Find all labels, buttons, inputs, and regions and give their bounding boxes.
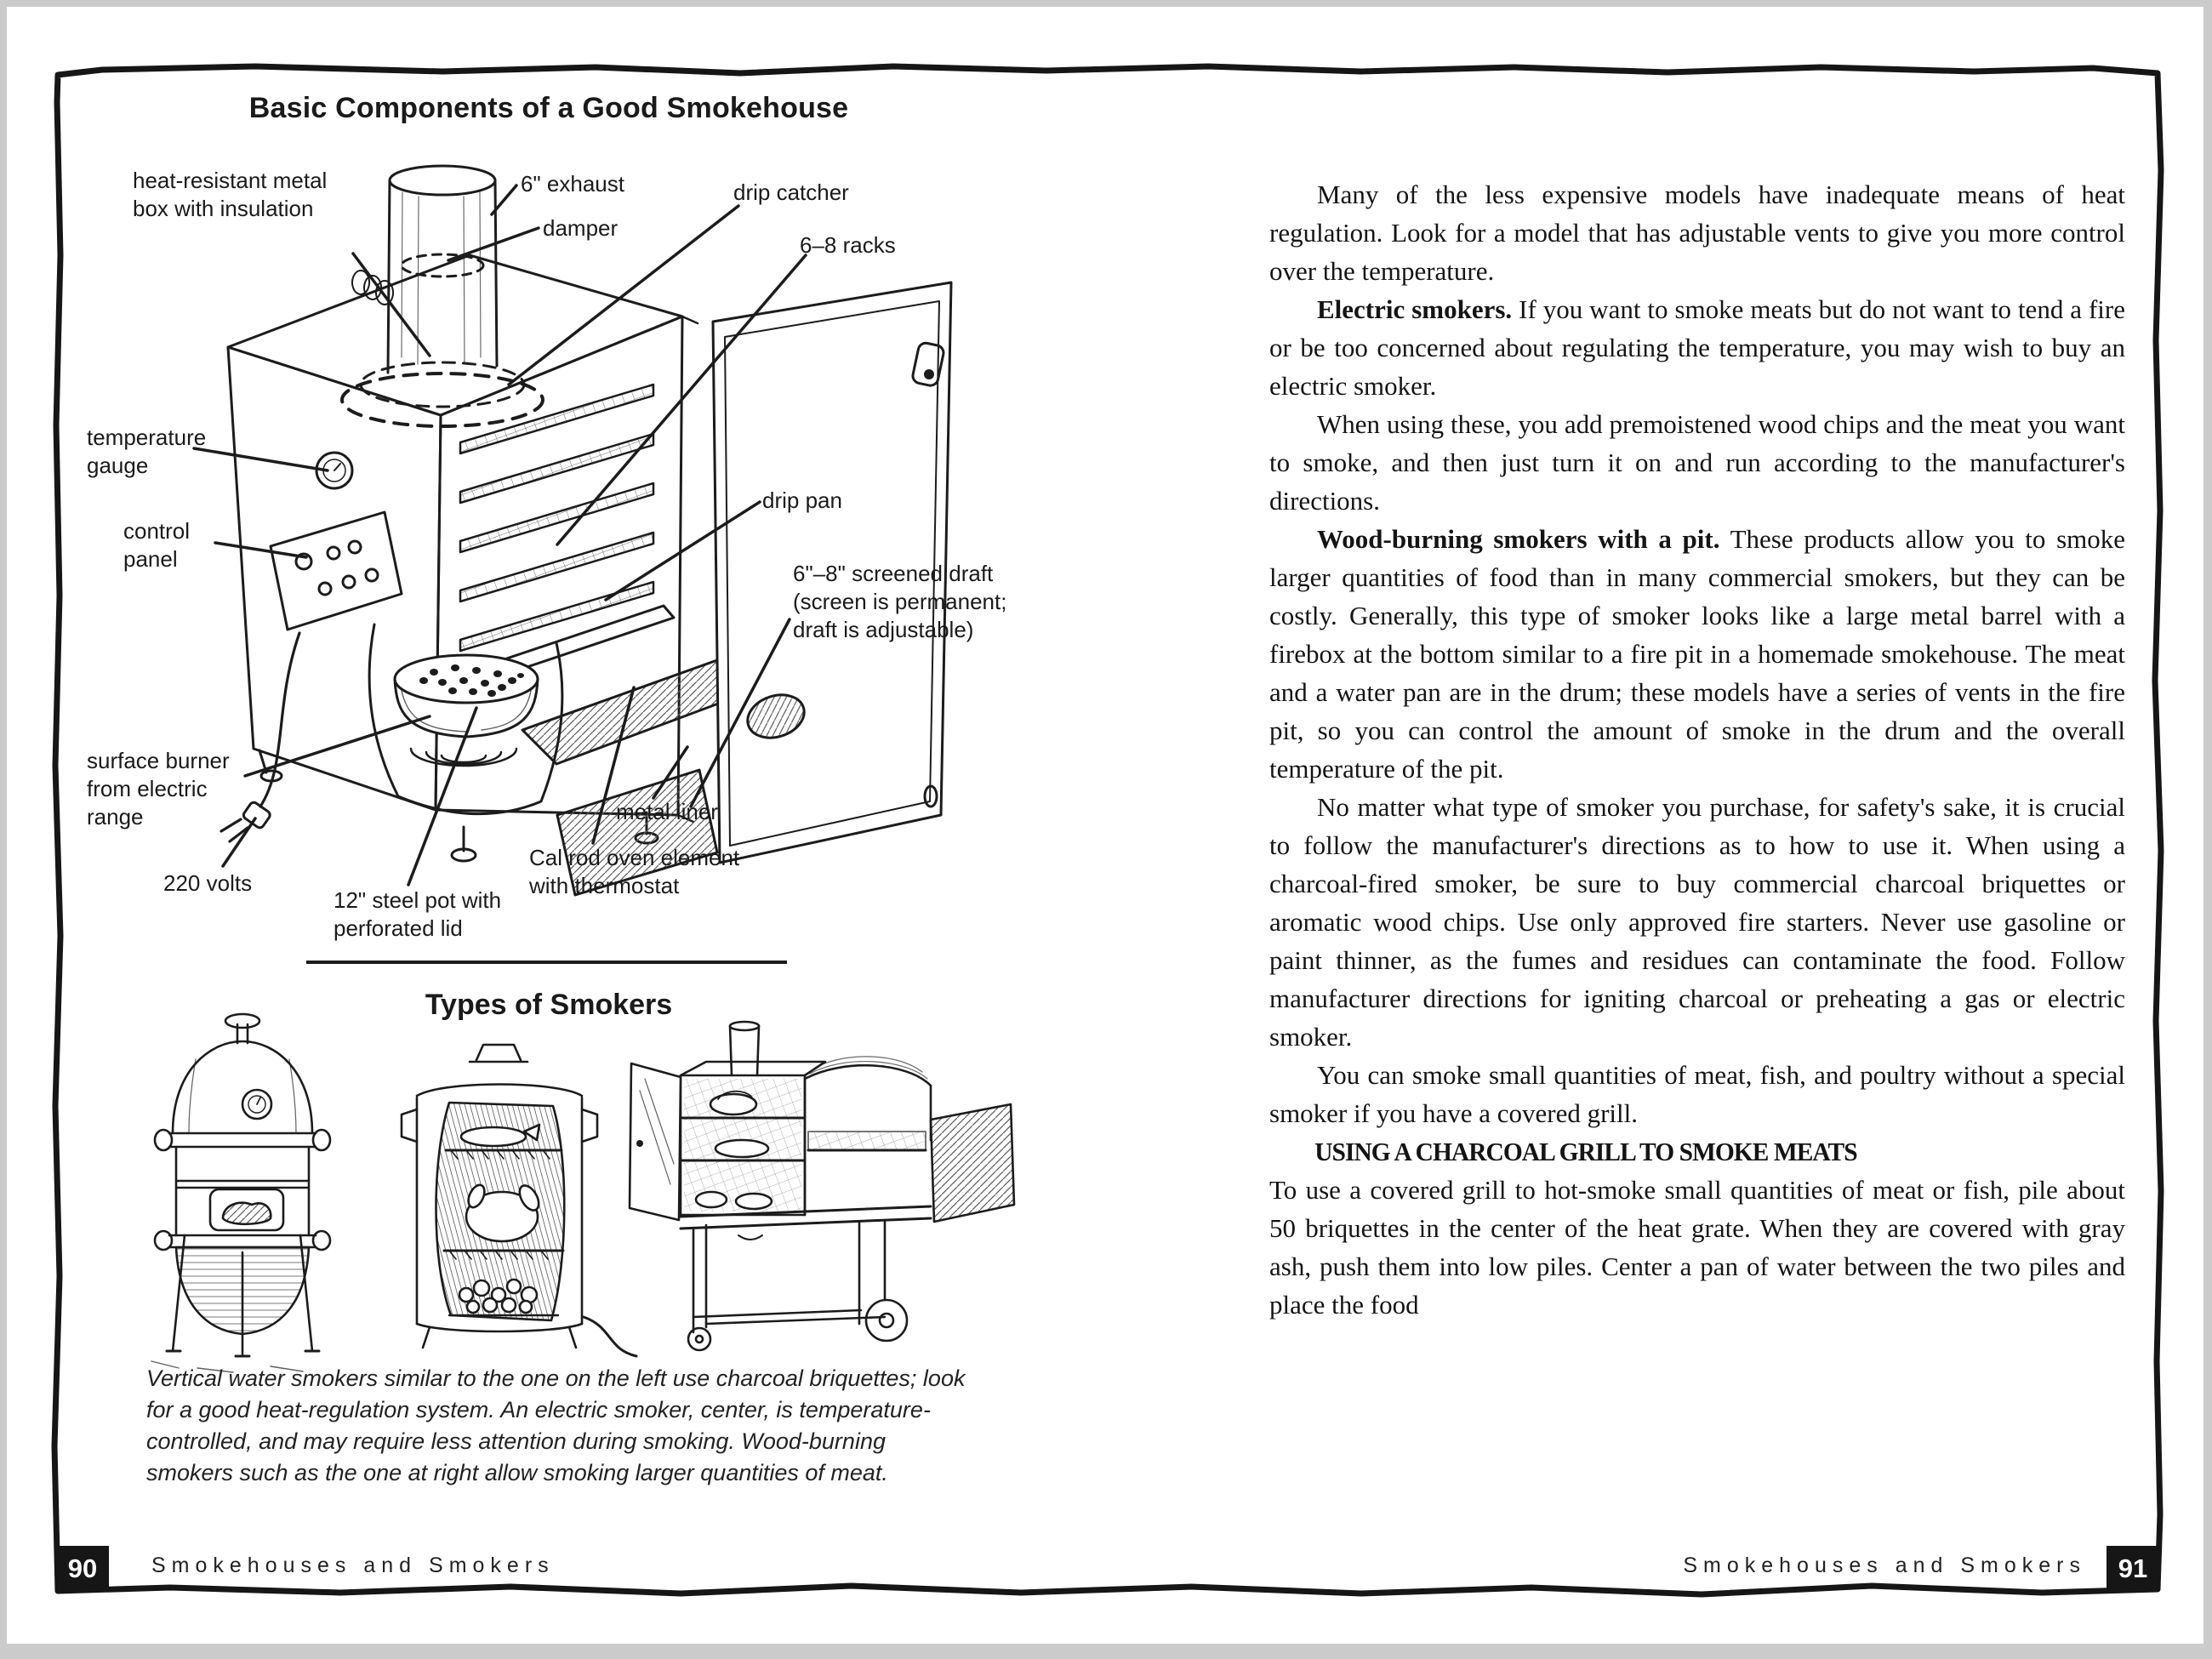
electric-smoker-illustration	[402, 1045, 636, 1356]
running-title-right: Smokehouses and Smokers	[1683, 1554, 2086, 1577]
gauge-and-panel-art	[271, 453, 402, 630]
paragraph-safety	[1269, 788, 2125, 1056]
label-cal-rod: Cal rod oven element with thermostat	[529, 845, 740, 898]
paragraph-text: You can smoke small quantities of meat, fish, and poultry without a special smoker if you have a covered grill.	[1269, 1060, 2125, 1128]
running-title-left: Smokehouses and Smokers	[151, 1554, 555, 1577]
pot-burner-art	[369, 624, 562, 814]
paragraph-text: No matter what type of smoker you purchase, for safety's sake, it is crucial to follow the manufacturer's directions as to how to use it. When using a charcoal-fired smoker, be sure to buy commercial charcoal briquettes or aromatic wood chips. Use only approved fire starters. Never use gasoline or paint thinner, as the fumes and residues can contaminate the food. Follow manufacturer directions for igniting charcoal or preheating a gas or electric smoker.	[1269, 792, 2125, 1052]
label-220-volts: 220 volts	[163, 870, 253, 896]
paragraph-covered-grill	[1269, 1056, 2125, 1132]
wood-burning-smoker-illustration	[630, 1022, 1014, 1350]
paragraph-text: These products allow you to smoke larger quantities of food than in many commercial smokers, but they can be costly. Generally, this type of smoker looks like a large metal barrel with a firebox at the bottom similar to a fire pit in a homemade smokehouse. The meat and a water pan are in the drum; these models have a series of vents in the fire pit, so you can control the amount of smoke in the drum and the overall temperature of the pit.	[1269, 524, 2126, 784]
label-heat-resistant-box: heat-resistant metal box with insulation	[133, 168, 328, 221]
label-surface-burner: surface burner from electric range	[87, 748, 230, 830]
paragraph-when-using	[1269, 405, 2125, 520]
right-page-text-column	[1269, 175, 2125, 1324]
label-racks: 6–8 racks	[800, 232, 896, 258]
page-number-right: 91	[2107, 1546, 2159, 1592]
smokehouse-diagram-illustration	[194, 166, 951, 895]
label-drip-catcher: drip catcher	[733, 180, 849, 205]
cabinet-box-art	[228, 255, 698, 861]
power-cord-art	[221, 633, 299, 841]
label-metal-liner: metal liner	[616, 799, 718, 824]
paragraph-charcoal-grill: To use a covered grill to hot-smoke small quantities of meat or fish, pile about 50 briquettes in the center of the heat grate. When they are covered with gray ash, push them into low piles. Center a pan of water between the two piles and place the food	[1269, 1175, 2125, 1320]
label-damper: damper	[543, 215, 619, 241]
label-temperature-gauge: temperature gauge	[87, 425, 207, 478]
paragraph-text: When using these, you add premoistened wood chips and the meat you want to smoke, and then just turn it on and run according to the manufacturer's directions.	[1269, 409, 2125, 516]
section-heading-charcoal-grill: USING A CHARCOAL GRILL TO SMOKE MEATS	[1314, 1137, 1857, 1166]
label-screened-draft: 6"–8" screened draft (screen is permanent; draft is adjustable)	[793, 561, 1007, 642]
paragraph-models	[1269, 175, 2125, 290]
label-exhaust: 6" exhaust	[521, 171, 624, 197]
paragraph-lead: Electric smokers.	[1317, 294, 1513, 324]
label-drip-pan: drip pan	[762, 487, 842, 513]
smokers-caption: Vertical water smokers similar to the one on the left use charcoal briquettes; look for a good heat-regulation system. An electric smoker, center, is temperature-controlled, and may require less attention during smoking. Wood-burning smokers such as the one at right allow smoking larger quantities of meat.	[146, 1365, 966, 1485]
chimney-exhaust-art	[342, 166, 543, 426]
paragraph-text: Many of the less expensive models have inadequate means of heat regulation. Look for a model that has adjustable vents to give you more control over the temperature.	[1269, 180, 2125, 286]
page-number-left: 90	[56, 1546, 109, 1592]
types-of-smokers-title: Types of Smokers	[425, 989, 673, 1021]
section-separator-rule	[306, 961, 787, 964]
label-control-panel: control panel	[123, 518, 191, 572]
paragraph-text: If you want to smoke meats but do not want to tend a fire or be too concerned about regulating the temperature, you may wish to buy an electric smoker.	[1269, 294, 2125, 401]
paragraph-wood-burning	[1269, 520, 2125, 788]
label-steel-pot: 12" steel pot with perforated lid	[334, 887, 502, 941]
vertical-water-smoker-illustration	[151, 1014, 330, 1372]
paragraph-lead: Wood-burning smokers with a pit.	[1317, 524, 1720, 554]
diagram-title: Basic Components of a Good Smokehouse	[248, 92, 849, 124]
paragraph-electric-smokers	[1269, 290, 2125, 405]
